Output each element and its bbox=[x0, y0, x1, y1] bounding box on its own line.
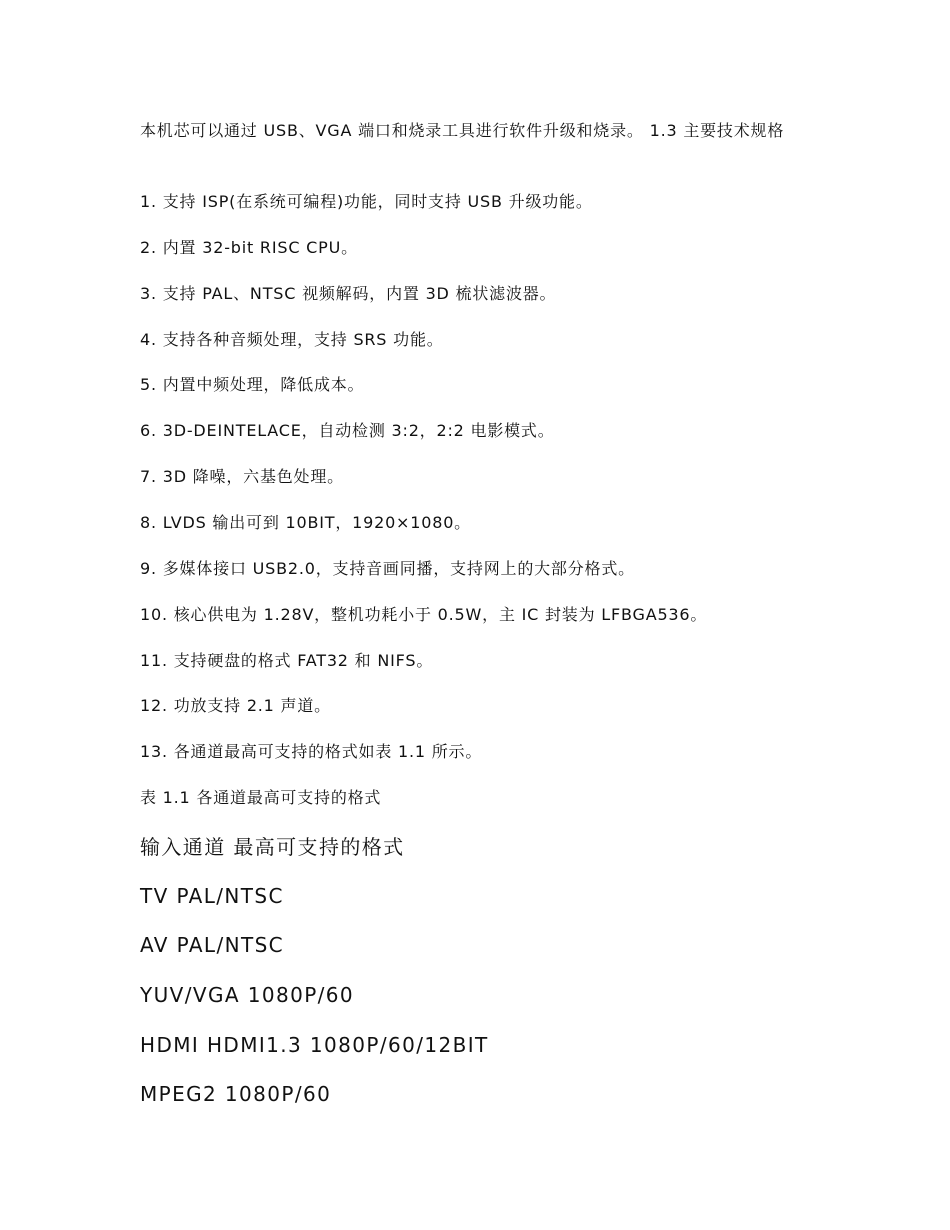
spec-item-7: 7. 3D 降噪，六基色处理。 bbox=[140, 467, 344, 486]
spec-item-5: 5. 内置中频处理，降低成本。 bbox=[140, 375, 365, 394]
table-row: YUV/VGA 1080P/60 bbox=[140, 983, 355, 1007]
spec-item-11: 11. 支持硬盘的格式 FAT32 和 NIFS。 bbox=[140, 651, 434, 670]
spec-item-1: 1. 支持 ISP(在系统可编程)功能，同时支持 USB 升级功能。 bbox=[140, 192, 593, 211]
table-caption: 表 1.1 各通道最高可支持的格式 bbox=[140, 788, 382, 807]
spec-item-6: 6. 3D-DEINTELACE，自动检测 3:2，2:2 电影模式。 bbox=[140, 421, 555, 440]
spec-item-12: 12. 功放支持 2.1 声道。 bbox=[140, 696, 331, 715]
table-row: HDMI HDMI1.3 1080P/60/12BIT bbox=[140, 1033, 489, 1057]
intro-paragraph: 本机芯可以通过 USB、VGA 端口和烧录工具进行软件升级和烧录。 1.3 主要技术规格 bbox=[140, 121, 785, 140]
spec-item-2: 2. 内置 32-bit RISC CPU。 bbox=[140, 238, 358, 257]
table-row: MPEG2 1080P/60 bbox=[140, 1082, 332, 1106]
table-row: AV PAL/NTSC bbox=[140, 933, 285, 957]
spec-item-13: 13. 各通道最高可支持的格式如表 1.1 所示。 bbox=[140, 742, 483, 761]
table-row: TV PAL/NTSC bbox=[140, 884, 284, 908]
spec-item-3: 3. 支持 PAL、NTSC 视频解码，内置 3D 梳状滤波器。 bbox=[140, 284, 557, 303]
spec-item-10: 10. 核心供电为 1.28V，整机功耗小于 0.5W，主 IC 封装为 LFBGA536。 bbox=[140, 605, 708, 624]
spec-item-4: 4. 支持各种音频处理，支持 SRS 功能。 bbox=[140, 330, 444, 349]
spec-item-9: 9. 多媒体接口 USB2.0，支持音画同播，支持网上的大部分格式。 bbox=[140, 559, 635, 578]
spec-item-8: 8. LVDS 输出可到 10BIT，1920×1080。 bbox=[140, 513, 471, 532]
table-header: 输入通道 最高可支持的格式 bbox=[140, 835, 405, 859]
